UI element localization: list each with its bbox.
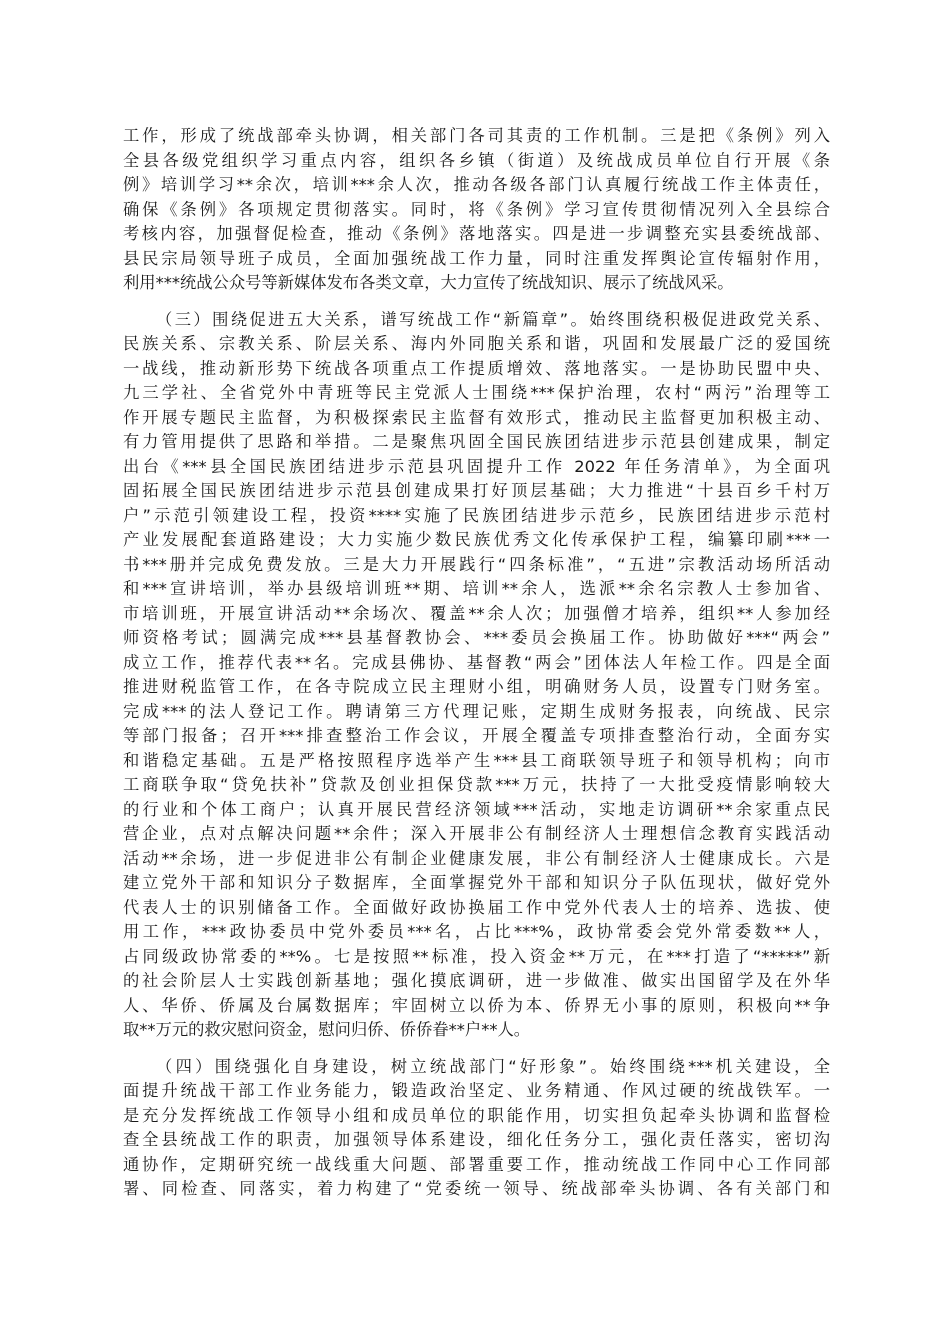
text-line: 是充分发挥统战工作领导小组和成员单位的职能作用，切实担负起牵头协调和监督检 <box>123 1105 830 1125</box>
text-line: 出台《***县全国民族团结进步示范县巩固提升工作 2022 年任务清单》，为全面巩 <box>123 456 830 476</box>
text-line: 县民宗局领导班子成员，全面加强统战工作力量，同时注重发挥舆论宣传辐射作用， <box>123 248 830 268</box>
text-line: 作开展专题民主监督，为积极探索民主监督有效形式，推动民主监督更加积极主动、 <box>123 407 830 427</box>
text-line: 通协作，定期研究统一战线重大问题、部署重要工作，推动统战工作同中心工作同部 <box>123 1154 830 1174</box>
text-line: 有力管用提供了思路和举措。二是聚焦巩固全国民族团结进步示范县创建成果，制定 <box>123 432 830 451</box>
text-line: （三）围绕促进五大关系，谱写统战工作“新篇章”。始终围绕积极促进政党关系、 <box>156 309 830 329</box>
text-line: 营企业，点对点解决问题**余件；深入开展非公有制经济人士理想信念教育实践活动 <box>123 824 830 843</box>
paragraph <box>123 1055 830 1202</box>
text-line: 师资格考试；圆满完成***县基督教协会、***委员会换届工作。协助做好***“两会” <box>123 628 830 647</box>
text-line: 完成***的法人登记工作。聘请第三方代理记账，定期生成财务报表，向统战、民宗 <box>123 701 830 721</box>
text-line: 一战线，推动新形势下统战各项重点工作提质增效、落地落实。一是协助民盟中央、 <box>123 358 830 378</box>
paragraph <box>123 124 830 296</box>
paragraph <box>123 308 830 1043</box>
text-line: 例》培训学习**余次，培训***余人次，推动各级各部门认真履行统战工作主体责任， <box>123 175 830 194</box>
text-line: 工作，形成了统战部牵头协调，相关部门各司其责的工作机制。三是把《条例》列入 <box>123 126 830 145</box>
text-line: 代表人士的识别储备工作。全面做好政协换届工作中党外代表人士的培养、选拔、使 <box>123 897 830 917</box>
text-line: 确保《条例》各项规定贯彻落实。同时，将《条例》学习宣传贯彻情况列入全县综合 <box>123 199 830 219</box>
text-line: 的社会阶层人士实践创新基地；强化摸底调研，进一步做准、做实出国留学及在外华 <box>123 971 830 990</box>
text-line: 用工作，***政协委员中党外委员***名，占比***%，政协常委会党外常委数**人， <box>123 922 830 941</box>
text-line: 人、华侨、侨属及台属数据库；牢固树立以侨为本、侨界无小事的原则，积极向**争 <box>123 995 830 1015</box>
text-line: 工商联争取“贷免扶补”贷款及创业担保贷款***万元，扶持了一大批受疫情影响较大 <box>123 775 830 794</box>
text-line: 利用***统战公众号等新媒体发布各类文章，大力宣传了统战知识、展示了统战风采。 <box>123 273 734 292</box>
text-line: 产业发展配套道路建设；大力实施少数民族优秀文化传承保护工程，编纂印刷***一 <box>123 530 830 549</box>
text-line: 市培训班，开展宣讲活动**余场次、覆盖**余人次；加强僧才培养，组织**人参加经 <box>123 603 830 623</box>
text-line: 署、同检查、同落实，着力构建了“党委统一领导、统战部牵头协调、各有关部门和 <box>123 1179 830 1198</box>
text-line: 成立工作，推荐代表**名。完成县佛协、基督教“两会”团体法人年检工作。四是全面 <box>123 652 830 672</box>
text-line: 活动**余场，进一步促进非公有制企业健康发展，非公有制经济人士健康成长。六是 <box>123 848 830 868</box>
text-line: 面提升统战干部工作业务能力，锻造政治坚定、业务精通、作风过硬的统战铁军。一 <box>123 1081 830 1100</box>
text-line: 的行业和个体工商户；认真开展民营经济领域***活动，实地走访调研**余家重点民 <box>123 799 830 819</box>
text-line: 推进财税监管工作，在各寺院成立民主理财小组，明确财务人员，设置专门财务室。 <box>123 677 830 696</box>
text-line: 占同级政协常委的**%。七是按照**标准，投入资金**万元，在***打造了“*****”新 <box>123 946 830 966</box>
text-line: 书***册并完成免费发放。三是大力开展践行“四条标准”，“五进”宗教活动场所活动 <box>123 554 830 574</box>
text-line: （四）围绕强化自身建设，树立统战部门“好形象”。始终围绕***机关建设，全 <box>156 1056 830 1076</box>
text-line: 九三学社、全省党外中青班等民主党派人士围绕***保护治理，农村“两污”治理等工 <box>123 383 830 402</box>
text-line: 民族关系、宗教关系、阶层关系、海内外同胞关系和谐，巩固和发展最广泛的爱国统 <box>123 334 830 353</box>
text-line: 取**万元的救灾慰问资金，慰问归侨、侨侨眷**户**人。 <box>123 1020 531 1039</box>
text-line: 和谐稳定基础。五是严格按照程序选举产生***县工商联领导班子和领导机构；向市 <box>123 750 830 770</box>
text-line: 固拓展全国民族团结进步示范县创建成果打好顶层基础；大力推进“十县百乡千村万 <box>123 481 830 500</box>
text-line: 和***宣讲培训，举办县级培训班**期、培训**余人，选派**余名宗教人士参加省、 <box>123 579 830 598</box>
document-page <box>123 124 830 1214</box>
text-line: 户”示范引领建设工程，投资****实施了民族团结进步示范乡，民族团结进步示范村 <box>123 505 830 525</box>
text-line: 全县各级党组织学习重点内容，组织各乡镇（街道）及统战成员单位自行开展《条 <box>123 150 830 170</box>
text-line: 建立党外干部和知识分子数据库，全面掌握党外干部和知识分子队伍现状，做好党外 <box>123 873 830 892</box>
text-line: 等部门报备；召开***排查整治工作会议，开展全覆盖专项排查整治行动，全面夯实 <box>123 726 830 745</box>
text-line: 查全县统战工作的职责，加强领导体系建设，细化任务分工，强化责任落实，密切沟 <box>123 1130 830 1149</box>
text-line: 考核内容，加强督促检查，推动《条例》落地落实。四是进一步调整充实县委统战部、 <box>123 224 830 243</box>
